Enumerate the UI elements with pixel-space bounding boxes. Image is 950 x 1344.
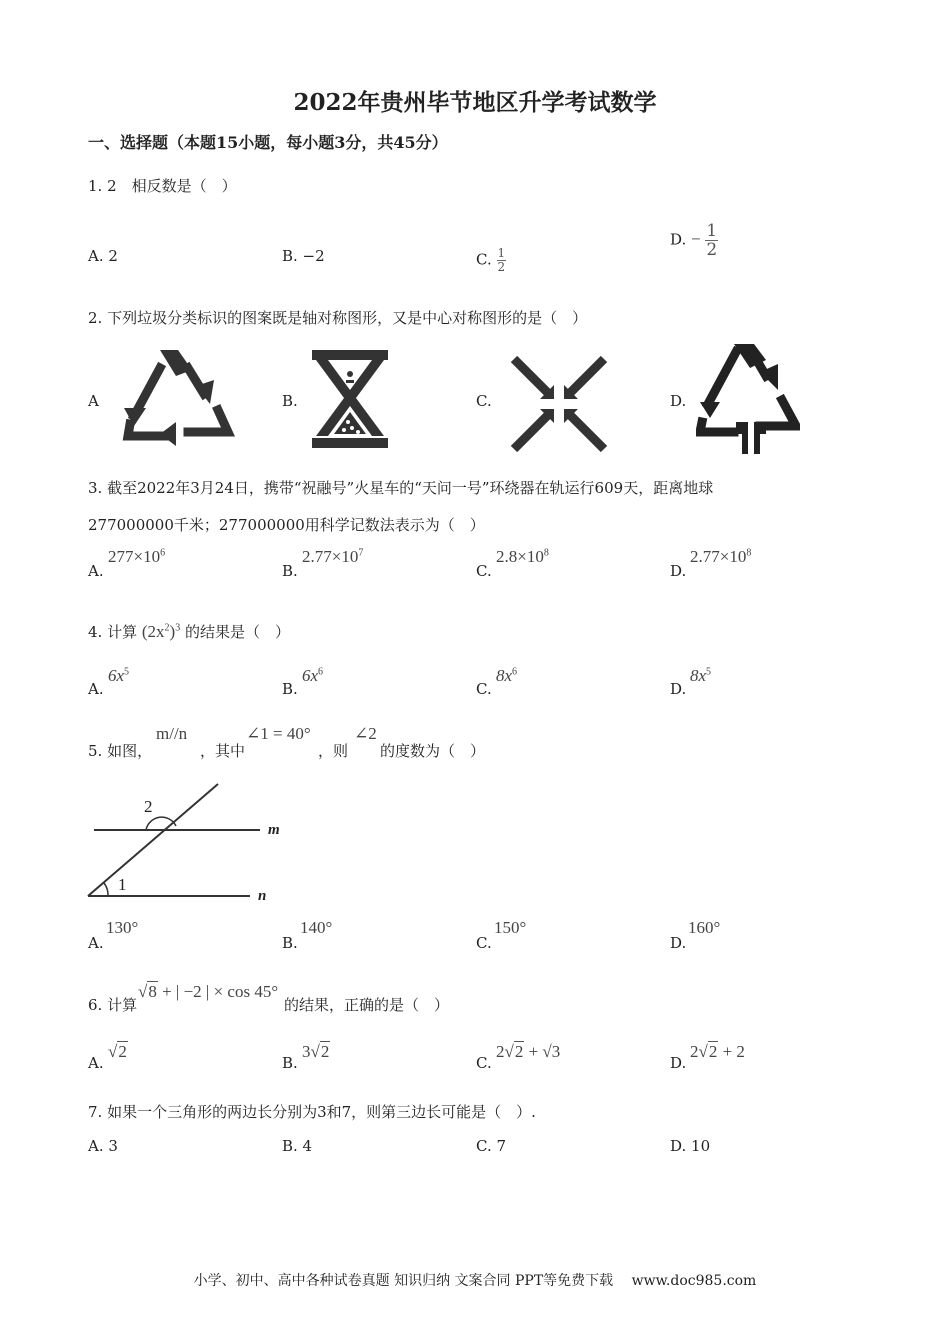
q3-option-b-math: $2.77\times 10^7$ xyxy=(302,547,364,566)
q1-option-c xyxy=(476,247,506,274)
question-4-stem: 4. 计算 $(2x^2)^3$ 的结果是（ ） xyxy=(88,622,291,641)
figure-label-m: m xyxy=(268,822,280,838)
q5-option-a-label: A. xyxy=(88,934,104,952)
q5-stem-mid: ，其中 xyxy=(200,742,246,760)
q5-option-a-math: 130° xyxy=(106,918,139,937)
q6-option-a-math: √2 xyxy=(108,1042,127,1061)
q6-option-d-math: 2√2 + 2 xyxy=(690,1042,745,1061)
parallel-lines-figure xyxy=(84,780,294,910)
q1-option-d-label: D. xyxy=(670,230,687,249)
q1-option-c-fraction: $\frac{1}{2}$ xyxy=(497,246,506,274)
q1-option-d: D. − $\frac{1}{2}$ xyxy=(670,221,718,260)
q2-label-b: B. xyxy=(282,392,298,410)
q3-option-a-label: A. xyxy=(88,562,104,580)
q2-label-d: D. xyxy=(670,392,687,410)
q4-option-a-math: $6x^5$ xyxy=(108,666,130,685)
q6-expression: √8 + | −2 | × cos 45° xyxy=(138,982,279,1001)
q7-option-c: C. 7 xyxy=(476,1137,507,1155)
hourglass-icon-b xyxy=(310,348,390,450)
q6-option-b-math: 3√2 xyxy=(302,1042,330,1061)
figure-label-1: 1 xyxy=(118,875,127,894)
q5-option-b-label: B. xyxy=(282,934,298,952)
q6-option-d-label: D. xyxy=(670,1054,687,1072)
q6-option-c-math: 2√2 + √3 xyxy=(496,1042,561,1061)
section-heading: 一、选择题（本题15小题，每小题3分，共45分） xyxy=(88,133,448,152)
q1-option-d-fraction: $\frac{1}{2}$ xyxy=(706,221,718,260)
q3-option-c-label: C. xyxy=(476,562,492,580)
four-arrows-icon-c xyxy=(510,355,608,453)
figure-label-n: n xyxy=(258,888,267,904)
q6-option-b-label: B. xyxy=(282,1054,298,1072)
q5-angle2-expr: ∠2 xyxy=(354,724,377,743)
q5-option-c-label: C. xyxy=(476,934,492,952)
page-footer: 小学、初中、高中各种试卷真题 知识归纳 文案合同 PPT等免费下载 www.doc985.com xyxy=(193,1273,757,1289)
q4-option-c-label: C. xyxy=(476,680,492,698)
q6-stem-post: 的结果，正确的是（ ） xyxy=(284,996,450,1014)
figure-label-2: 2 xyxy=(144,797,153,816)
question-1-stem: 1. 2 相反数是（ ） xyxy=(88,177,237,195)
q7-option-d: D. 10 xyxy=(670,1137,711,1155)
q5-angle1-expr: ∠1 = 40° xyxy=(246,724,311,743)
q3-option-a-math: $277\times 10^6$ xyxy=(108,547,166,566)
question-2-stem: 2. 下列垃圾分类标识的图案既是轴对称图形，又是中心对称图形的是（ ） xyxy=(88,309,588,327)
q5-option-c-math: 150° xyxy=(494,918,527,937)
q5-option-d-math: 160° xyxy=(688,918,721,937)
q7-option-a: A. 3 xyxy=(88,1137,118,1155)
q2-label-c: C. xyxy=(476,392,492,410)
q4-option-b-label: B. xyxy=(282,680,298,698)
question-7-stem: 7. 如果一个三角形的两边长分别为3和7，则第三边长可能是（ ）. xyxy=(88,1103,536,1121)
q4-option-b-math: $6x^6$ xyxy=(302,666,324,685)
q5-parallel-expr: m//n xyxy=(156,724,188,743)
q3-option-c-math: $2.8\times 10^8$ xyxy=(496,547,549,566)
q4-expression: $(2x^2)^3$ xyxy=(141,622,181,641)
q4-option-d-math: $8x^5$ xyxy=(690,666,712,685)
recycle-triangle-icon-d xyxy=(696,342,800,456)
question-6-stem-pre: 6. 计算 xyxy=(88,996,138,1014)
q4-option-a-label: A. xyxy=(88,680,104,698)
q5-option-d-label: D. xyxy=(670,934,687,952)
q6-option-a-label: A. xyxy=(88,1054,104,1072)
page-title: 2022年贵州毕节地区升学考试数学 xyxy=(293,89,657,116)
q3-option-b-label: B. xyxy=(282,562,298,580)
q3-option-d-label: D. xyxy=(670,562,687,580)
q7-option-b: B. 4 xyxy=(282,1137,313,1155)
q3-option-d-math: $2.77\times 10^8$ xyxy=(690,547,752,566)
question-3-stem-line1: 3. 截至2022年3月24日，携带“祝融号”火星车的“天问一号”环绕器在轨运行609天，距离地球 xyxy=(88,479,714,497)
q4-option-d-label: D. xyxy=(670,680,687,698)
q5-stem-post: 的度数为（ ） xyxy=(380,742,486,760)
q1-option-c-label: C. xyxy=(476,250,492,269)
question-5-stem: 5. 如图， xyxy=(88,742,153,760)
recycle-triangle-icon-a xyxy=(120,346,238,448)
q1-option-a: A. 2 xyxy=(88,247,118,265)
question-3-stem-line2: 277000000千米；277000000用科学记数法表示为（ ） xyxy=(88,516,485,534)
q2-label-a: A xyxy=(88,392,99,410)
q1-option-b: B. −2 xyxy=(282,247,325,265)
q5-stem-mid2: ，则 xyxy=(318,742,349,760)
q4-option-c-math: $8x^6$ xyxy=(496,666,518,685)
q6-option-c-label: C. xyxy=(476,1054,492,1072)
q5-option-b-math: 140° xyxy=(300,918,333,937)
